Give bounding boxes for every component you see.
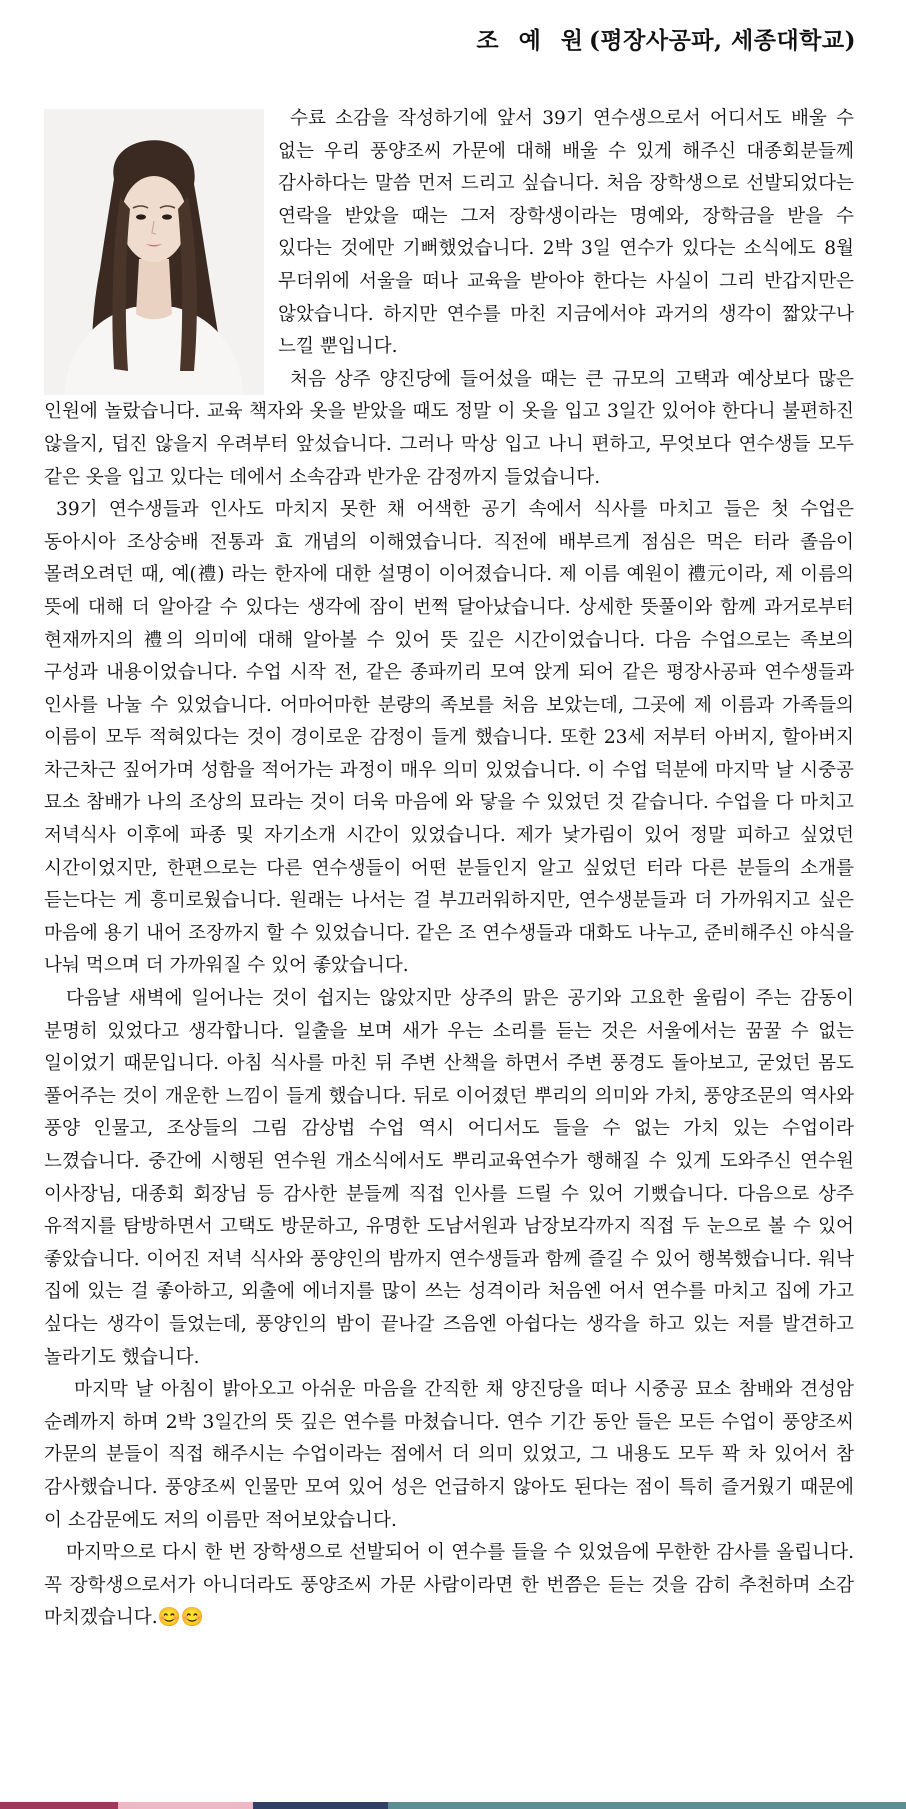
essay-body xyxy=(44,103,854,1635)
paragraph-arrival: 처음 상주 양진당에 들어섰을 때는 큰 규모의 고택과 예상보다 많은 인원에 놀랐습니다. 교육 책자와 옷을 받았을 때도 정말 이 옷을 입고 3일간 있어야 한다니 불편하진 않을지, 덥진 않을지 우려부터 앞섰습니다. 그러나 막상 입고 나니 편하고, 무엇보다 연수생들 모두 같은 옷을 입고 있다는 데에서 소속감과 반가운 감정까지 들었습니다. xyxy=(44,368,854,488)
paragraph-second-day: 다음날 새벽에 일어나는 것이 쉽지는 않았지만 상주의 맑은 공기와 고요한 울림이 주는 감동이 분명히 있었다고 생각합니다. 일출을 보며 새가 우는 소리를 듣는 것은 서울에서는 꿈꿀 수 없는 일이었기 때문입니다. 아침 식사를 마친 뒤 주변 산책을 하면서 주변 풍경도 돌아보고, 굳었던 몸도 풀어주는 것이 개운한 느낌이 들게 했습니다. 뒤로 이어졌던 뿌리의 의미와 가치, 풍양조문의 역사와 풍양 인물고, 조상들의 그림 감상법 수업 역시 어디서도 들을 수 없는 가치 있는 수업이라 느꼈습니다. 중간에 시행된 연수원 개소식에서도 뿌리교육연수가 행해질 수 있게 도와주신 연수원 이사장님, 대종회 회장님 등 감사한 분들께 직접 인사를 드릴 수 있어 기뻤습니다. 다음으로 상주 유적지를 탐방하면서 고택도 방문하고, 유명한 도남서원과 남장보각까지 직접 두 눈으로 볼 수 있어 좋았습니다. 이어진 저녁 식사와 풍양인의 밤까지 연수생들과 함께 즐길 수 있어 행복했습니다. 워낙 집에 있는 걸 좋아하고, 외출에 에너지를 많이 쓰는 성격이라 처음엔 어서 연수를 마치고 집에 가고 싶다는 생각이 들었는데, 풍양인의 밤이 끝나갈 즈음엔 아쉽다는 생각을 하고 있는 저를 발견하고 놀라기도 했습니다. xyxy=(44,988,854,1368)
footer-bar-segment xyxy=(253,1802,388,1809)
footer-bar-segment xyxy=(0,1802,118,1809)
footer-bar-segment xyxy=(388,1802,906,1809)
footer-bar-segment xyxy=(118,1802,253,1809)
paragraph-intro: 수료 소감을 작성하기에 앞서 39기 연수생으로서 어디서도 배울 수 없는 우리 풍양조씨 가문에 대해 배울 수 있게 해주신 대종회분들께 감사하다는 말씀 먼저 드리고 싶습니다. 처음 장학생으로 선발되었다는 연락을 받았을 때는 그저 장학생이라는 명예와, 장학금을 받을 수 있다는 것에만 기뻐했었습니다. 2박 3일 연수가 있다는 소식에도 8월 무더위에 서울을 떠나 교육을 받아야 한다는 사실이 그리 반갑지만은 않았습니다. 하지만 연수를 마친 지금에서야 과거의 생각이 짧았구나 느낄 뿐입니다. xyxy=(278,108,854,358)
paragraph-first-day: 39기 연수생들과 인사도 마치지 못한 채 어색한 공기 속에서 식사를 마치고 들은 첫 수업은 동아시아 조상숭배 전통과 효 개념의 이해였습니다. 직전에 배부르게 점심은 먹은 터라 졸음이 몰려오려던 때, 예(禮) 라는 한자에 대한 설명이 이어졌습니다. 제 이름 예원이 禮元이라, 제 이름의 뜻에 대해 더 알아갈 수 있다는 생각에 잠이 번쩍 달아났습니다. 상세한 뜻풀이와 함께 과거로부터 현재까지의 禮의 의미에 대해 알아볼 수 있어 뜻 깊은 시간이었습니다. 다음 수업으로는 족보의 구성과 내용이었습니다. 수업 시작 전, 같은 종파끼리 모여 앉게 되어 같은 평장사공파 연수생들과 인사를 나눌 수 있었습니다. 어마어마한 분량의 족보를 처음 보았는데, 그곳에 제 이름과 가족들의 이름이 모두 적혀있다는 것이 경이로운 감정이 들게 했습니다. 또한 23세 저부터 아버지, 할아버지 차근차근 짚어가며 성함을 적어가는 과정이 매우 의미 있었습니다. 이 수업 덕분에 마지막 날 시중공 묘소 참배가 나의 조상의 묘라는 것이 더욱 마음에 와 닿을 수 있었던 것 같습니다. 수업을 다 마치고 저녁식사 이후에 파종 및 자기소개 시간이 있었습니다. 제가 낯가림이 있어 정말 피하고 싶었던 시간이었지만, 한편으로는 다른 연수생들이 어떤 분들인지 알고 싶었던 터라 다른 분들의 소개를 듣는다는 게 흥미로웠습니다. 원래는 나서는 걸 부끄러워하지만, 연수생분들과 더 가까워지고 싶은 마음에 용기 내어 조장까지 할 수 있었습니다. 같은 조 연수생들과 대화도 나누고, 준비해주신 야식을 나눠 먹으며 더 가까워질 수 있어 좋았습니다. xyxy=(44,499,854,977)
paragraph-last-day: 마지막 날 아침이 밝아오고 아쉬운 마음을 간직한 채 양진당을 떠나 시중공 묘소 참배와 견성암 순례까지 하며 2박 3일간의 뜻 깊은 연수를 마쳤습니다. 연수 기간 동안 들은 모든 수업이 풍양조씨 가문의 분들이 직접 해주시는 수업이라는 점에서 더 의미 있었고, 그 내용도 모두 꽉 차 있어서 참 감사했습니다. 풍양조씨 인물만 모여 있어 성은 언급하지 않아도 된다는 점이 특히 즐거웠기 때문에 이 소감문에도 저의 이름만 적어보았습니다. xyxy=(44,1379,854,1531)
portrait-photo xyxy=(44,109,264,395)
author-name: 조 예 원 xyxy=(476,27,590,54)
author-affiliation: (평장사공파, 세종대학교) xyxy=(589,27,856,54)
paragraph-closing: 마지막으로 다시 한 번 장학생으로 선발되어 이 연수를 들을 수 있었음에 무한한 감사를 올립니다. 꼭 장학생으로서가 아니더라도 풍양조씨 가문 사람이라면 한 번쯤은 듣는 것을 감히 추천하며 소감 마치겠습니다.😊😊 xyxy=(44,1542,854,1629)
author-header xyxy=(476,22,856,55)
footer-color-bar xyxy=(0,1802,906,1809)
